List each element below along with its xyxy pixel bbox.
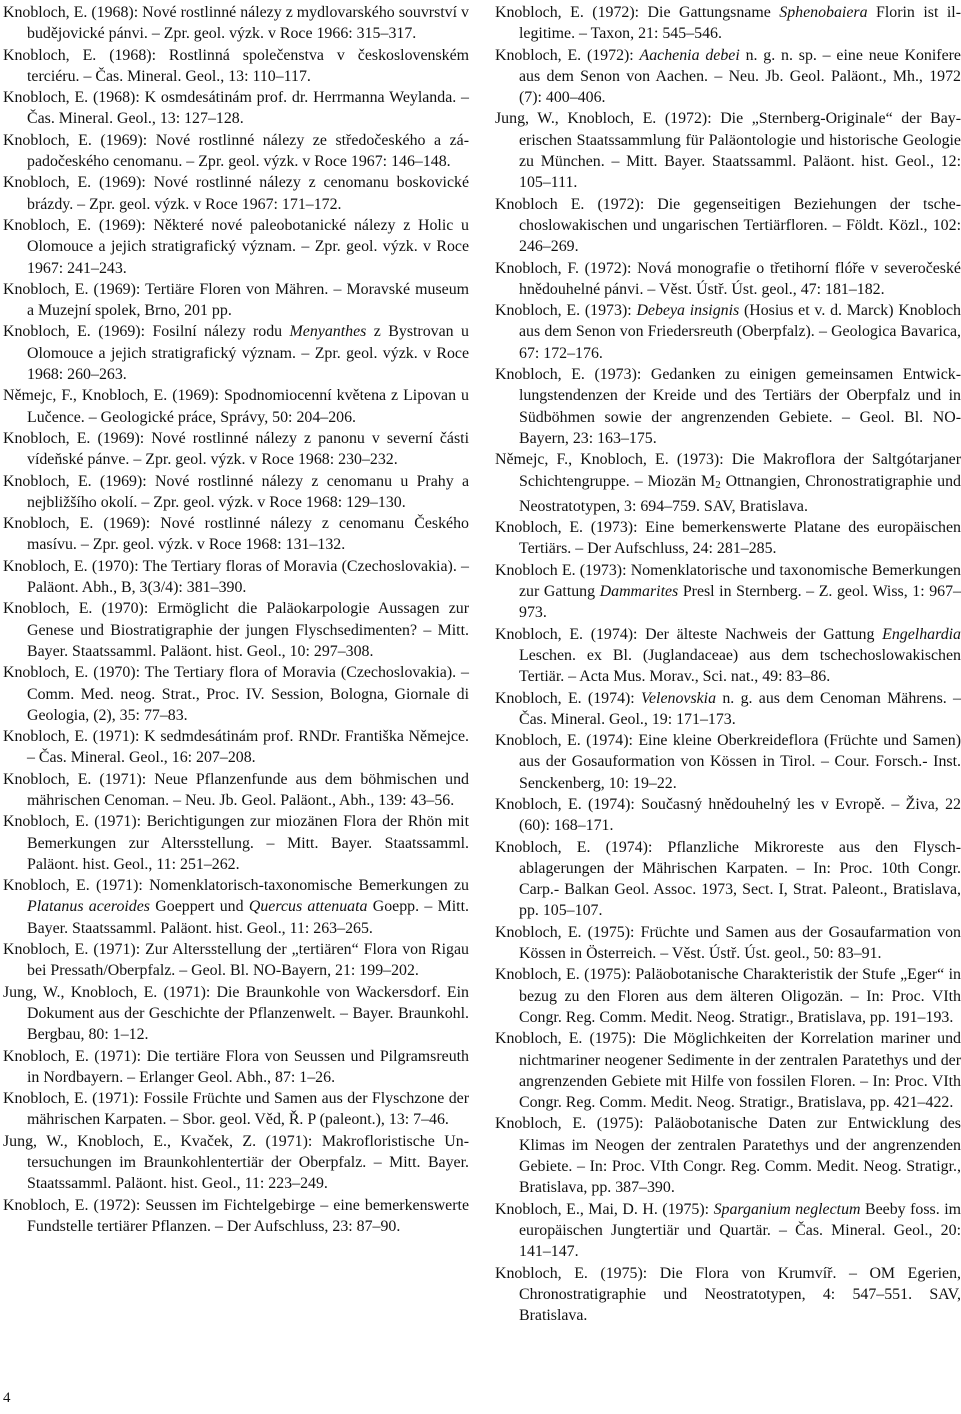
reference-text: Ottnangien, Chronostratigraphie und Neostratotypen, 3: 694–759. SAV, Bratislava. <box>519 472 961 515</box>
reference-text: Knobloch, E. (1974): Současný hnědouhelný les v Evropě. – Živa, 22 (60): 168–171. <box>495 795 961 835</box>
reference-text: Knobloch, E. (1970): Ermöglicht die Paläokarpologie Aussagen zur Genese und Biostratigraphie der jungen Flyschsedimenten? – Mitt. Bayer. Staatssamml. Paläont. hist. Geol., 10: 297–308. <box>3 600 469 660</box>
reference-text: Knobloch, E. (1969): Nové rostlinné nálezy z panonu v severní části vídeňské pánve. – Zpr. geol. výzk. v Roce 1968: 230–232. <box>3 429 469 469</box>
reference-entry <box>495 194 961 258</box>
reference-text: Knobloch, E. (1975): Die Flora von Krumvíř. – OM Egerien, Chronostratigraphie und Neostratotypen, 4: 547–551. SAV, Bratislava. <box>495 1264 961 1325</box>
left-column <box>3 2 469 1237</box>
reference-text: Knobloch, E. (1972): Seussen im Fichtelgebirge – eine bemerkenswerte Fundstelle tertiärer Pflanzen. – Der Aufschluss, 23: 87–90. <box>3 1196 469 1235</box>
reference-text: Knobloch, E. (1974): Pflanzliche Mikroreste aus den Flyschablagerungen der Mährischen Karpaten. – In: Proc. 10th Congr. Carp.- Balkan Geol. Assoc. 1973, Sect. I, Strat. Paleont., Bratislava, pp. 105–107. <box>495 838 961 920</box>
reference-text: Knobloch, E. (1971): Berichtigungen zur miozänen Flora der Rhön mit Bemerkungen zur Altersstellung. – Mitt. Bayer. Staatssamml. Paläont. hist. Geol., 11: 251–262. <box>3 813 469 873</box>
italic-taxon-text: Dammarites <box>599 583 679 601</box>
reference-entry <box>3 2 469 45</box>
reference-text: Knobloch, E. (1968): Nové rostlinné nálezy z mydlovarského souvrství v budějovické pánvi. – Zpr. geol. výzk. v Roce 1966: 315–317. <box>3 4 469 43</box>
reference-entry <box>3 385 469 428</box>
reference-entry <box>3 279 469 322</box>
reference-entry <box>3 130 469 173</box>
reference-entry <box>495 964 961 1028</box>
reference-text: Knobloch, E. (1975): Paläobotanische Daten zur Entwicklung des Klimas im Neogen der zentralen Paratethys und der angrenzenden Gebiete. – In: Proc. VIth Congr. Reg. Comm. Medit. Neog. Stratigr., Bratislava, pp. 387–390. <box>495 1115 961 1197</box>
reference-text: Knobloch, E. (1973): <box>495 302 637 320</box>
reference-entry <box>495 922 961 965</box>
reference-entry <box>3 1088 469 1131</box>
reference-text: Knobloch, E. (1971): Die tertiäre Flora von Seussen und Pilgramsreuth in Nordbayern. – Erlanger Geol. Abh., 87: 1–26. <box>3 1047 469 1086</box>
reference-entry <box>3 513 469 556</box>
reference-text: Knobloch, E. (1969): Fosilní nálezy rodu <box>3 323 290 341</box>
reference-entry <box>3 769 469 812</box>
reference-entry <box>495 364 961 449</box>
reference-text: Knobloch, E. (1975): Früchte und Samen aus der Gosaufarmation von Kössen in Österreich. – Věst. Ústř. Úst. geol., 50: 83–91. <box>495 923 961 963</box>
reference-entry <box>3 982 469 1046</box>
reference-text: Knobloch, E. (1974): Der älteste Nachweis der Gattung <box>495 625 883 643</box>
reference-text: Knobloch, E. (1971): K sedmdesátinám prof. RNDr. Františka Němejce. – Čas. Mineral. Geol., 16: 207–208. <box>3 728 469 767</box>
reference-text: Knobloch, E. (1970): The Tertiary flora of Moravia (Czechoslovakia). – Comm. Med. neog. Strat., Proc. IV. Session, Bologna, Giornale di Geologia, (2), 35: 77–83. <box>3 664 469 724</box>
reference-text: (Hosius et v. d. Marck) Knobloch aus dem Senon von Friedersreuth (Oberpfalz). – Geologica Bavarica, 67: 172–176. <box>519 302 961 362</box>
reference-text: Jung, W., Knobloch, E. (1971): Die Braunkohle von Wackersdorf. Ein Dokument aus der Geschichte der Pflanzenwelt. – Bayer. Braunkohl. Bergbau, 80: 1–12. <box>3 983 469 1044</box>
reference-entry <box>495 688 961 731</box>
reference-text: Knobloch, E. (1975): Die Möglichkeiten der Korrelation mariner und nichtmariner neogener Sedimente in der zentralen Paratethys und der angrenzenden Gebiete mit Hilfe von fossilen Floren. – In: Proc. VIth Congr. Reg. Comm. Medit. Neog. Stratigr., Bratislava, pp. 421–422. <box>495 1030 961 1112</box>
reference-text: Knobloch, E. (1969): Nové rostlinné nálezy ze středočeského a západočeského cenomanu. – Zpr. geol. výzk. v Roce 1967: 146–148. <box>3 131 469 171</box>
reference-text: Knobloch, E. (1972): <box>495 46 640 64</box>
reference-text: Knobloch E. (1972): Die gegenseitigen Beziehungen der tschechoslowakischen und ungarischen Tertiärfloren. – Földt. Közl., 102: 246–269. <box>495 195 961 256</box>
reference-text: Knobloch, E. (1975): Paläobotanische Charakteristik der Stufe „Eger“ in bezug zu den Floren aus dem älteren Oligozän. – In: Proc. VIth Congr. Reg. Comm. Medit. Neog. Stratigr., Bratislava, pp. 191–193. <box>495 966 961 1026</box>
reference-entry <box>495 1113 961 1198</box>
reference-text: n. g. n. sp. – eine neue Konifere aus dem Senon von Aachen. – Neu. Jb. Geol. Paläont., Mh., 1972 (7): 400–406. <box>519 46 961 107</box>
reference-entry <box>3 87 469 130</box>
reference-entry <box>495 1028 961 1113</box>
reference-entry <box>495 45 961 109</box>
italic-taxon-text: Quercus attenuata <box>248 898 368 916</box>
reference-entry <box>495 730 961 794</box>
reference-entry <box>3 726 469 769</box>
reference-entry <box>3 1195 469 1238</box>
reference-text: Němejc, F., Knobloch, E. (1973): Die Makroflora der Saltgótarjaner Schichtengruppe. – Miozän M <box>495 451 961 490</box>
italic-taxon-text: Debeya insignis <box>636 302 740 320</box>
italic-taxon-text: Menyanthes <box>289 323 367 341</box>
reference-entry <box>495 560 961 624</box>
reference-entry <box>3 811 469 875</box>
reference-text: Goeppert und <box>150 898 249 916</box>
reference-text: Knobloch, E. (1971): Neue Pflanzenfunde aus dem böhmischen und mährischen Cenoman. – Neu. Jb. Geol. Paläont., Abh., 139: 43–56. <box>3 770 469 809</box>
reference-text: Knobloch, E. (1971): Fossile Früchte und Samen aus der Flyschzone der mährischen Karpaten. – Sbor. geol. Věd, Ř. P (paleont.), 13: 7–46. <box>3 1090 469 1129</box>
reference-entry <box>3 556 469 599</box>
reference-entry <box>3 939 469 982</box>
reference-entry <box>3 172 469 215</box>
reference-entry <box>495 449 961 517</box>
reference-entry <box>495 108 961 193</box>
page-number: 4 <box>3 1390 11 1406</box>
reference-entry <box>495 794 961 837</box>
reference-text: Knobloch, E., Mai, D. H. (1975): <box>495 1200 714 1218</box>
italic-taxon-text: Aachenia debei <box>639 46 740 64</box>
reference-entry <box>3 598 469 662</box>
reference-text: Knobloch, E. (1969): Nové rostlinné nálezy z cenomanu boskovické brázdy. – Zpr. geol. výzk. v Roce 1967: 171–172. <box>3 174 469 213</box>
italic-taxon-text: Platanus aceroides <box>27 898 150 916</box>
reference-entry <box>495 624 961 688</box>
reference-text: Knobloch, E. (1974): Eine kleine Oberkreideflora (Früchte und Samen) aus der Gosauformation von Kössen in Tirol. – Cour. Forsch.- Inst. Senckenberg, 10: 19–22. <box>495 732 961 792</box>
italic-taxon-text: Sphenobaiera <box>779 4 868 21</box>
reference-text: Knobloch, E. (1969): Tertiäre Floren von Mähren. – Moravské museum a Muzejní spolek, Brno, 201 pp. <box>3 280 469 320</box>
reference-text: Knobloch, E. (1969): Nové rostlinné nálezy z cenomanu u Prahy a nejbližšího okolí. – Zpr. geol. výzk. v Roce 1968: 129–130. <box>3 472 469 511</box>
reference-entry <box>495 300 961 364</box>
reference-text: Knobloch, E. (1973): Eine bemerkenswerte Platane des europäischen Tertiärs. – Der Aufschluss, 24: 281–285. <box>495 519 961 558</box>
reference-text: Knobloch, E. (1974): <box>495 689 642 707</box>
reference-text: Knobloch, E. (1968): K osmdesátinám prof. dr. Herrmanna Weylanda. – Čas. Mineral. Geol., 13: 127–128. <box>3 89 469 128</box>
reference-text: Knobloch, E. (1972): Die Gattungsname <box>495 4 780 21</box>
reference-entry <box>495 517 961 560</box>
reference-text: Knobloch, E. (1971): Zur Altersstellung der „tertiären“ Flora von Rigau bei Pressath/Oberpfalz. – Geol. Bl. NO-Bayern, 21: 199–202. <box>3 941 469 980</box>
reference-text: Jung, W., Knobloch, E., Kvaček, Z. (1971): Makrofloristische Untersuchungen im Braunkohlentertiär der Oberpfalz. – Mitt. Bayer. Staatssamml. Paläont. hist. Geol., 11: 223–249. <box>3 1132 469 1193</box>
reference-text: n. g. aus dem Cenoman Mährens. – Čas. Mineral. Geol., 19: 171–173. <box>519 689 961 728</box>
reference-entry <box>3 215 469 279</box>
reference-entry <box>495 837 961 922</box>
reference-text: Knobloch, E. (1969): Některé nové paleobotanické nálezy z Holic u Olomouce a jejich stratigrafický význam. – Zpr. geol. výzk. v Roce 1967: 241–243. <box>3 216 469 277</box>
reference-text: Knobloch, E. (1970): The Tertiary floras of Moravia (Czechoslovakia). – Paläont. Abh., B, 3(3/4): 381–390. <box>3 557 469 597</box>
right-column <box>495 2 961 1326</box>
italic-taxon-text: Sparganium neglectum <box>713 1200 861 1218</box>
reference-text: Florin ist illegitime. – Taxon, 21: 545–546. <box>519 4 961 43</box>
reference-text: Knobloch, E. (1971): Nomenklatorisch-taxonomische Bemerkungen zu <box>3 877 469 895</box>
reference-text: Jung, W., Knobloch, E. (1972): Die „Sternberg-Originale“ der Bayerischen Staatssammlung für Paläontologie und historische Geologie zu München. – Mitt. Bayer. Staatssamml. Paläont. hist. Geol., 12: 105–111. <box>495 110 961 192</box>
reference-entry <box>3 321 469 385</box>
reference-entry <box>495 1199 961 1263</box>
reference-entry <box>3 662 469 726</box>
reference-text: Němejc, F., Knobloch, E. (1969): Spodnomiocenní květena z Lipovan u Lučence. – Geologické práce, Správy, 50: 204–206. <box>3 387 469 426</box>
reference-entry <box>3 1131 469 1195</box>
italic-taxon-text: Engelhardia <box>882 625 961 643</box>
reference-entry <box>3 45 469 88</box>
reference-entry <box>495 1263 961 1327</box>
reference-text: Knobloch E. (1973): Nomenklatorische und taxonomische Bemerkungen zur Gattung <box>495 561 961 601</box>
reference-text: Beeby foss. im europäischen Jungtertiär und Quartär. – Čas. Mineral. Geol., 20: 141–147. <box>519 1200 961 1261</box>
reference-text: z Bystrovan u Olomouce a jejich stratigrafický význam. – Zpr. geol. výzk. v Roce 1968: 260–263. <box>27 323 469 384</box>
reference-entry <box>495 258 961 301</box>
reference-text: Knobloch, E. (1973): Gedanken zu einigen gemeinsamen Entwicklungstendenzen der Kreide und des Tertiärs der Oberpfalz und in Südböhmen sowie der angrenzenden Gebiete. – Geol. Bl. NO-Bayern, 23: 163–175. <box>495 366 961 447</box>
reference-text: Leschen. ex Bl. (Juglandaceae) aus dem tschechoslowakischen Tertiär. – Acta Mus. Morav., Sci. nat., 49: 83–86. <box>519 646 961 686</box>
reference-text: Goepp. – Mitt. Bayer. Staatssamml. Paläont. hist. Geol., 11: 263–265. <box>27 898 469 937</box>
reference-entry <box>3 1046 469 1089</box>
reference-entry <box>3 428 469 471</box>
subscript-text: 2 <box>715 478 721 491</box>
reference-entry <box>495 2 961 45</box>
reference-entry <box>3 875 469 939</box>
reference-text: Knobloch, F. (1972): Nová monografie o třetihorní flóře v severočeské hnědouhelné pánvi. – Věst. Ústř. Úst. geol., 47: 181–182. <box>495 259 961 298</box>
reference-entry <box>3 471 469 514</box>
reference-text: Knobloch, E. (1969): Nové rostlinné nálezy z cenomanu Českého masívu. – Zpr. geol. výzk. v Roce 1968: 131–132. <box>3 515 469 554</box>
reference-text: Presl in Sternberg. – Z. geol. Wiss, 1: 967–973. <box>519 583 961 622</box>
italic-taxon-text: Velenovskia <box>641 689 717 707</box>
reference-text: Knobloch, E. (1968): Rostlinná společenstva v československém terciéru. – Čas. Mineral. Geol., 13: 110–117. <box>3 46 469 85</box>
